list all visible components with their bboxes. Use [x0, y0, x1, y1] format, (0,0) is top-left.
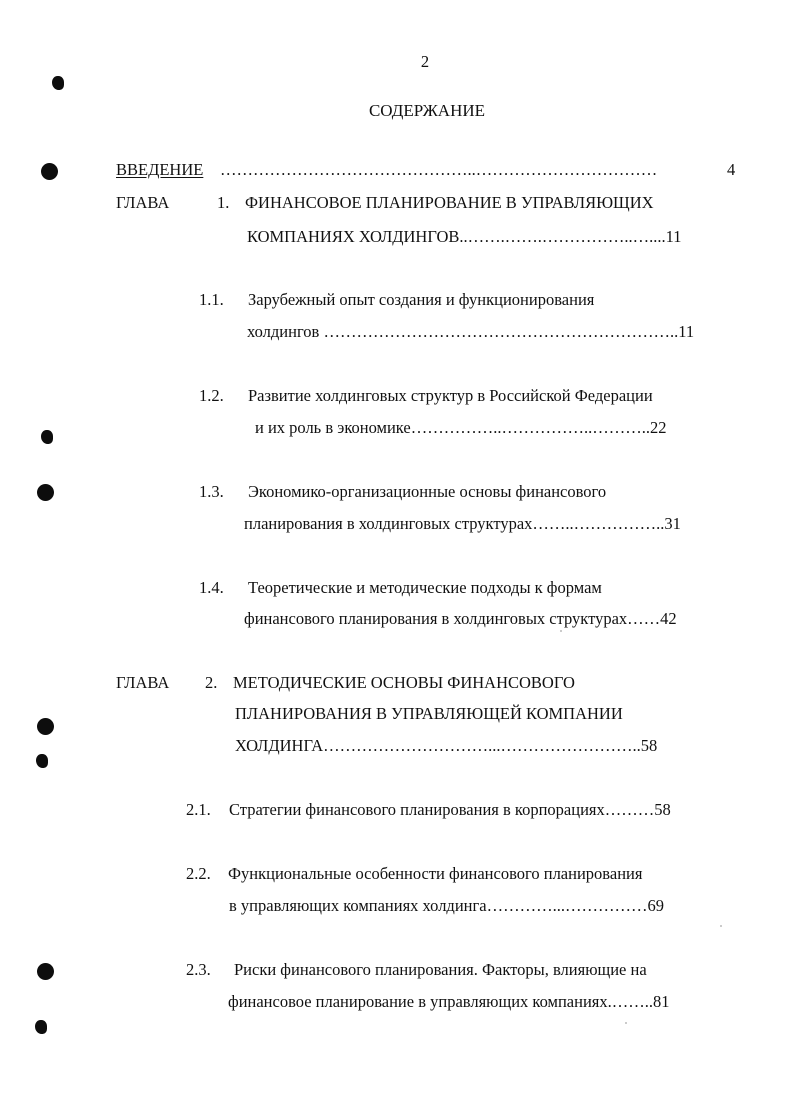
- toc-chapter2-title-line2: ПЛАНИРОВАНИЯ В УПРАВЛЯЮЩЕЙ КОМПАНИИ: [235, 704, 623, 723]
- toc-section-number: 1.1.: [199, 290, 224, 309]
- punch-hole-mark: [37, 484, 54, 501]
- toc-chapter2-number: 2.: [205, 673, 218, 692]
- toc-chapter1-title-line2: КОМПАНИЯХ ХОЛДИНГОВ..…….…….……………..…....11: [247, 227, 682, 246]
- toc-chapter2-title-line1: МЕТОДИЧЕСКИЕ ОСНОВЫ ФИНАНСОВОГО: [233, 673, 575, 692]
- toc-section-title-cont: планирования в холдинговых структурах……..……………..31: [244, 514, 681, 533]
- toc-section-number: 1.3.: [199, 482, 224, 501]
- toc-section-title-cont: в управляющих компаниях холдинга…………...……………69: [229, 896, 664, 915]
- toc-section-title: Экономико-организационные основы финансового: [248, 482, 607, 501]
- toc-section-number: 2.3.: [186, 960, 211, 979]
- toc-section-number: 1.2.: [199, 386, 224, 405]
- toc-section-title-cont: финансовое планирование в управляющих компаниях.……..81: [228, 992, 670, 1011]
- toc-chapter2-label: ГЛАВА: [116, 673, 170, 692]
- scan-speck: [720, 925, 722, 927]
- toc-section-title: Риски финансового планирования. Факторы, влияющие на: [234, 960, 647, 979]
- punch-hole-mark: [41, 430, 53, 444]
- page-title: СОДЕРЖАНИЕ: [368, 101, 486, 120]
- toc-section-title-cont: финансового планирования в холдинговых структурах……42: [244, 609, 677, 628]
- toc-intro-leader: ………………………………………..……………………………: [220, 160, 658, 179]
- punch-hole-mark: [52, 76, 64, 90]
- toc-section-number: 2.2.: [186, 864, 211, 883]
- toc-section-number: 2.1.: [186, 800, 211, 819]
- page-number: 2: [420, 52, 430, 71]
- toc-section-title: Стратегии финансового планирования в корпорациях………58: [229, 800, 671, 819]
- toc-intro-page: 4: [727, 160, 736, 179]
- scan-speck: [560, 630, 562, 632]
- toc-intro-label: ВВЕДЕНИЕ: [116, 160, 204, 179]
- toc-section-number: 1.4.: [199, 578, 224, 597]
- toc-chapter2-title-line3: ХОЛДИНГА…………………………...……………………..58: [235, 736, 658, 755]
- toc-section-title: Развитие холдинговых структур в Российской Федерации: [248, 386, 653, 405]
- toc-section-title-cont: холдингов ………………………………………………………..11: [247, 322, 695, 341]
- toc-chapter1-number: 1.: [217, 193, 230, 212]
- toc-chapter1-title-line1: ФИНАНСОВОЕ ПЛАНИРОВАНИЕ В УПРАВЛЯЮЩИХ: [245, 193, 654, 212]
- punch-hole-mark: [41, 163, 58, 180]
- toc-section-title: Теоретические и методические подходы к формам: [248, 578, 602, 597]
- punch-hole-mark: [36, 754, 48, 768]
- punch-hole-mark: [37, 963, 54, 980]
- toc-section-title: Функциональные особенности финансового планирования: [228, 864, 643, 883]
- toc-section-title-cont: и их роль в экономике……………..……………..………..22: [255, 418, 667, 437]
- toc-chapter1-label: ГЛАВА: [116, 193, 170, 212]
- toc-section-title: Зарубежный опыт создания и функционирования: [248, 290, 595, 309]
- punch-hole-mark: [35, 1020, 47, 1034]
- scan-speck: [625, 1022, 627, 1024]
- punch-hole-mark: [37, 718, 54, 735]
